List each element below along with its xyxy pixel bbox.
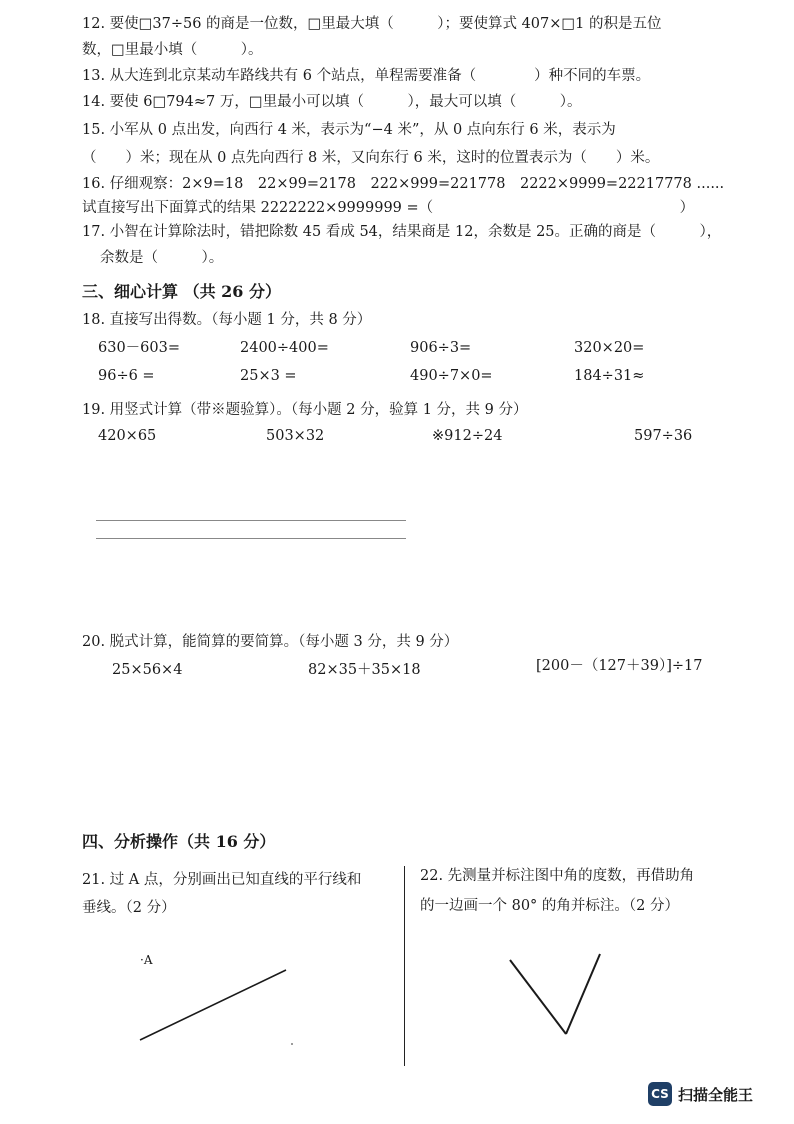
question-21-line-2: 垂线。（2 分） [82, 900, 176, 916]
question-22-line-2: 的一边画一个 80° 的角并标注。（2 分） [420, 898, 680, 914]
question-19-title: 19. 用竖式计算（带※题验算）。（每小题 2 分，验算 1 分，共 9 分） [82, 402, 528, 418]
question-14: 14. 要使 6□794≈7 万，□里最小可以填（ ），最大可以填（ ）。 [82, 94, 582, 110]
q18-item-1: 630－603= [98, 340, 181, 356]
scanner-watermark [648, 1082, 753, 1106]
section-4-title: 四、分析操作（共 16 分） [82, 832, 276, 851]
question-16-line-2: 试直接写出下面算式的结果 2222222×9999999 =（ ） [82, 200, 695, 216]
question-17-line-1: 17. 小智在计算除法时，错把除数 45 看成 54，结果商是 12，余数是 25。正确的商是（ ）， [82, 224, 722, 240]
q20-item-1: 25×56×4 [112, 662, 183, 678]
question-15-line-1: 15. 小军从 0 点出发，向西行 4 米，表示为“−4 米”，从 0 点向东行 6 米，表示为 [82, 122, 616, 138]
question-17-line-2: 余数是（ ）。 [100, 250, 224, 266]
question-15-line-2: （ ）米；现在从 0 点先向西行 8 米，又向东行 6 米，这时的位置表示为（ ）米。 [82, 150, 660, 166]
section-3-title: 三、细心计算 （共 26 分） [82, 282, 281, 301]
q18-item-7: 490÷7×0= [410, 368, 493, 384]
q19-item-2: 503×32 [266, 428, 325, 444]
q20-item-3: [200－（127＋39）]÷17 [536, 658, 703, 674]
q18-item-3: 906÷3= [410, 340, 472, 356]
q20-item-2: 82×35＋35×18 [308, 662, 421, 678]
scanner-app-name: 扫描全能王 [678, 1085, 754, 1104]
question-12-line-1: 12. 要使□37÷56 的商是一位数，□里最大填（ ）；要使算式 407×□1 的积是五位 [82, 16, 662, 32]
q18-item-5: 96÷6 = [98, 368, 155, 384]
q19-item-3: ※912÷24 [432, 428, 503, 444]
question-16-line-1: 16. 仔细观察：2×9=18 22×99=2178 222×999=221778 2222×9999=22217778 ...... [82, 176, 725, 192]
q18-item-6: 25×3 = [240, 368, 297, 384]
angle-side-left [510, 960, 566, 1034]
given-line [140, 970, 286, 1040]
question-18-title: 18. 直接写出得数。（每小题 1 分，共 8 分） [82, 312, 372, 328]
cs-logo-icon: CS [648, 1082, 672, 1106]
q18-item-4: 320×20= [574, 340, 645, 356]
speck-dot [291, 1043, 293, 1045]
q18-item-2: 2400÷400= [240, 340, 329, 356]
question-12-line-2: 数，□里最小填（ ）。 [82, 42, 263, 58]
angle-side-right [566, 954, 600, 1034]
question-13: 13. 从大连到北京某动车路线共有 6 个站点，单程需要准备（ ）种不同的车票。 [82, 68, 651, 84]
point-a-label: ·A [140, 953, 153, 967]
q19-item-4: 597÷36 [634, 428, 693, 444]
question-21-line-1: 21. 过 A 点，分别画出已知直线的平行线和 [82, 872, 362, 888]
q18-item-8: 184÷31≈ [574, 368, 645, 384]
question-22-line-1: 22. 先测量并标注图中角的度数，再借助角 [420, 868, 695, 884]
question-20-title: 20. 脱式计算，能简算的要简算。（每小题 3 分，共 9 分） [82, 634, 459, 650]
q19-item-1: 420×65 [98, 428, 157, 444]
